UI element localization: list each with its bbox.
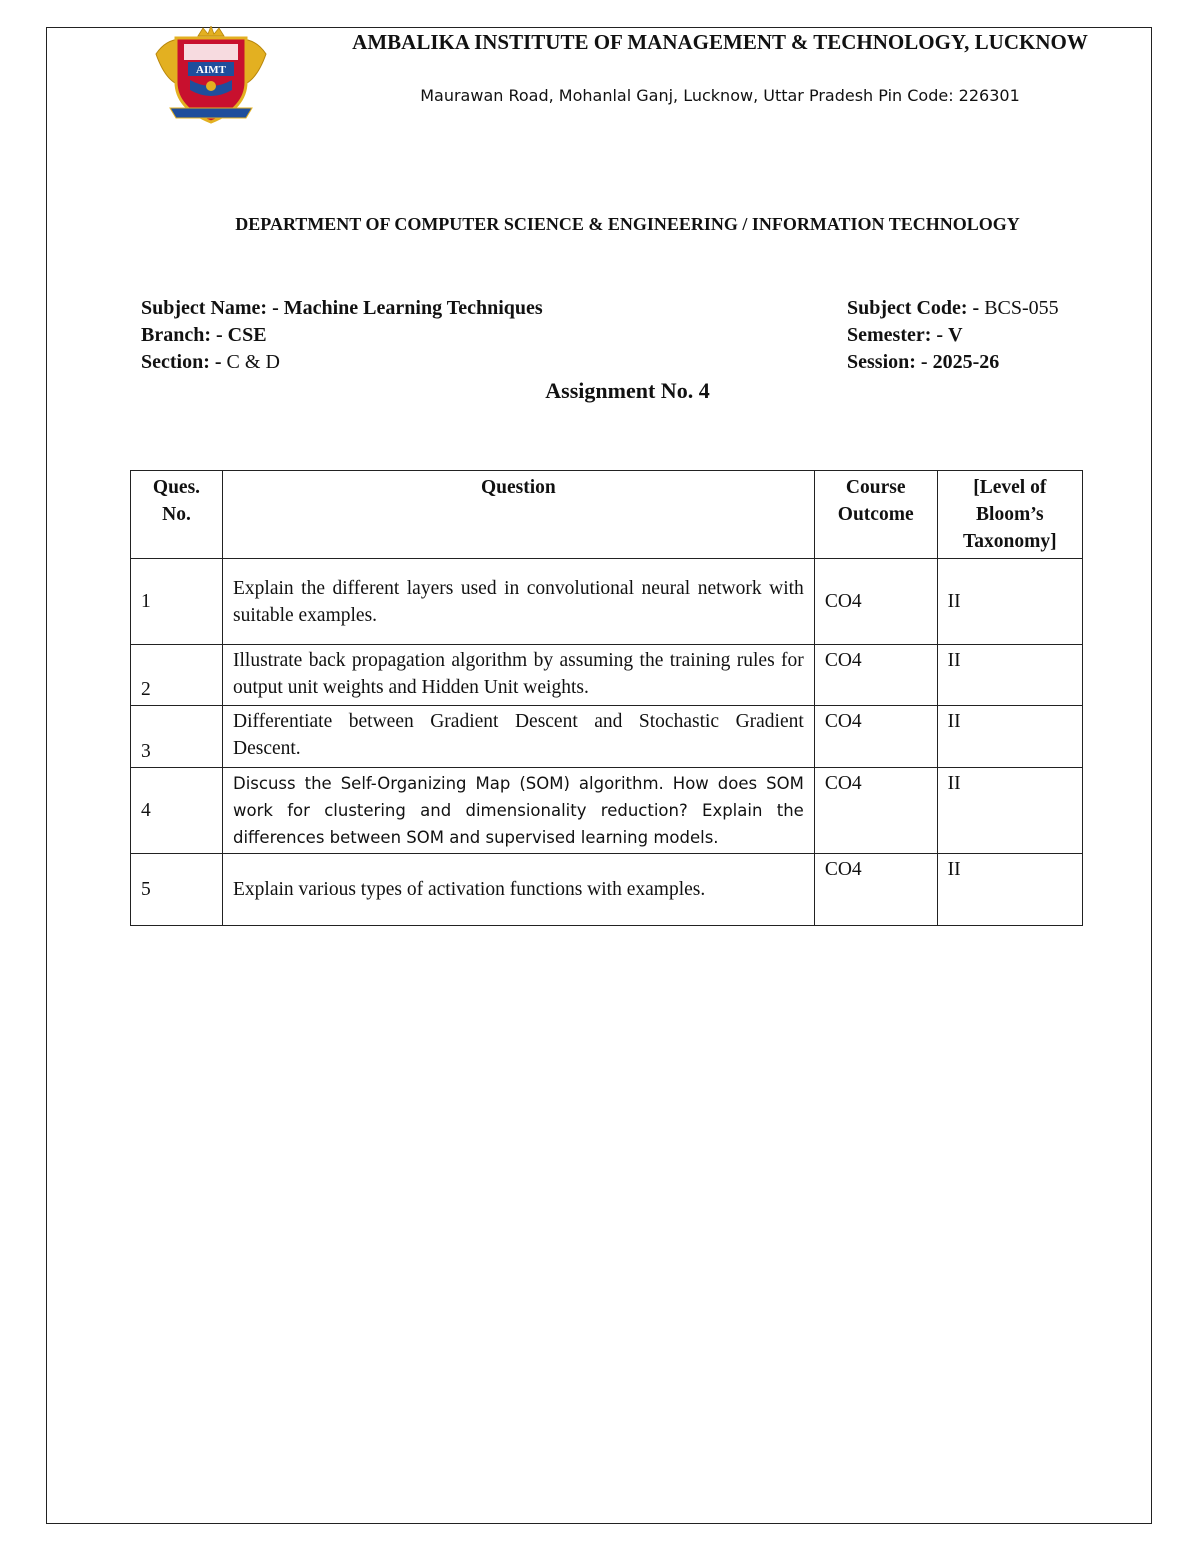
table-header-row bbox=[131, 471, 1083, 559]
semester-label: Semester: - bbox=[847, 324, 944, 346]
header-co-line1: Course bbox=[845, 477, 906, 498]
subject-code-value: BCS-055 bbox=[984, 297, 1059, 319]
table-row bbox=[131, 768, 1083, 854]
header-no-line1: Ques. bbox=[152, 477, 201, 498]
row-bloom-level: II bbox=[937, 768, 1082, 854]
subject-name-label: Subject Name: - bbox=[141, 297, 279, 319]
institute-address: Maurawan Road, Mohanlal Ganj, Lucknow, Uttar Pradesh Pin Code: 226301 bbox=[420, 86, 1020, 105]
subject-code-line bbox=[847, 295, 1059, 322]
table-row bbox=[131, 854, 1083, 926]
subject-name-line bbox=[141, 295, 543, 322]
row-question: Discuss the Self-Organizing Map (SOM) algorithm. How does SOM work for clustering and dimensionality reduction? Explain the differences between SOM and supervised learning models. bbox=[223, 768, 815, 854]
header-course-outcome bbox=[814, 471, 937, 559]
subject-name-value: Machine Learning Techniques bbox=[283, 297, 543, 319]
branch-line bbox=[141, 322, 543, 349]
row-question: Differentiate between Gradient Descent and Stochastic Gradient Descent. bbox=[223, 706, 815, 768]
header-bloom-level bbox=[937, 471, 1082, 559]
row-bloom-level: II bbox=[937, 645, 1082, 706]
meta-right bbox=[847, 295, 1059, 376]
row-bloom-level: II bbox=[937, 706, 1082, 768]
section-label: Section: - bbox=[141, 351, 222, 373]
header-question: Question bbox=[223, 471, 815, 559]
header-bt-line1: [Level of bbox=[973, 477, 1047, 498]
subject-code-label: Subject Code: - bbox=[847, 297, 980, 319]
department-heading: DEPARTMENT OF COMPUTER SCIENCE & ENGINEERING / INFORMATION TECHNOLOGY bbox=[235, 214, 1020, 234]
row-number: 1 bbox=[131, 559, 223, 645]
session-line bbox=[847, 349, 1059, 376]
row-course-outcome: CO4 bbox=[814, 706, 937, 768]
header-bt-line3: Taxonomy] bbox=[963, 531, 1057, 552]
meta-left bbox=[141, 295, 543, 376]
header-co-line2: Outcome bbox=[837, 504, 914, 525]
table-row bbox=[131, 706, 1083, 768]
session-value: 2025-26 bbox=[932, 351, 1000, 373]
row-question: Explain various types of activation functions with examples. bbox=[223, 854, 815, 926]
row-course-outcome: CO4 bbox=[814, 768, 937, 854]
row-course-outcome: CO4 bbox=[814, 645, 937, 706]
assignment-title: Assignment No. 4 bbox=[545, 378, 710, 403]
header-no-line2: No. bbox=[162, 504, 191, 525]
semester-line bbox=[847, 322, 1059, 349]
section-value: C & D bbox=[226, 351, 280, 373]
institute-name: AMBALIKA INSTITUTE OF MANAGEMENT & TECHNOLOGY, LUCKNOW bbox=[352, 30, 1088, 54]
logo-text: AIMT bbox=[196, 64, 226, 76]
branch-value: CSE bbox=[227, 324, 267, 346]
session-label: Session: - bbox=[847, 351, 928, 373]
section-line bbox=[141, 349, 543, 376]
row-bloom-level: II bbox=[937, 854, 1082, 926]
row-question: Explain the different layers used in convolutional neural network with suitable examples. bbox=[223, 559, 815, 645]
semester-value: V bbox=[948, 324, 963, 346]
row-number: 3 bbox=[131, 706, 223, 768]
header-ques-no bbox=[131, 471, 223, 559]
table-row bbox=[131, 645, 1083, 706]
institute-logo bbox=[148, 26, 274, 126]
row-bloom-level: II bbox=[937, 559, 1082, 645]
row-number: 4 bbox=[131, 768, 223, 854]
row-course-outcome: CO4 bbox=[814, 559, 937, 645]
table-row bbox=[131, 559, 1083, 645]
row-course-outcome: CO4 bbox=[814, 854, 937, 926]
header-bt-line2: Bloom’s bbox=[976, 504, 1044, 525]
row-number: 2 bbox=[131, 645, 223, 706]
row-number: 5 bbox=[131, 854, 223, 926]
branch-label: Branch: - bbox=[141, 324, 223, 346]
questions-table bbox=[130, 470, 1083, 926]
row-question: Illustrate back propagation algorithm by assuming the training rules for output unit weights and Hidden Unit weights. bbox=[223, 645, 815, 706]
